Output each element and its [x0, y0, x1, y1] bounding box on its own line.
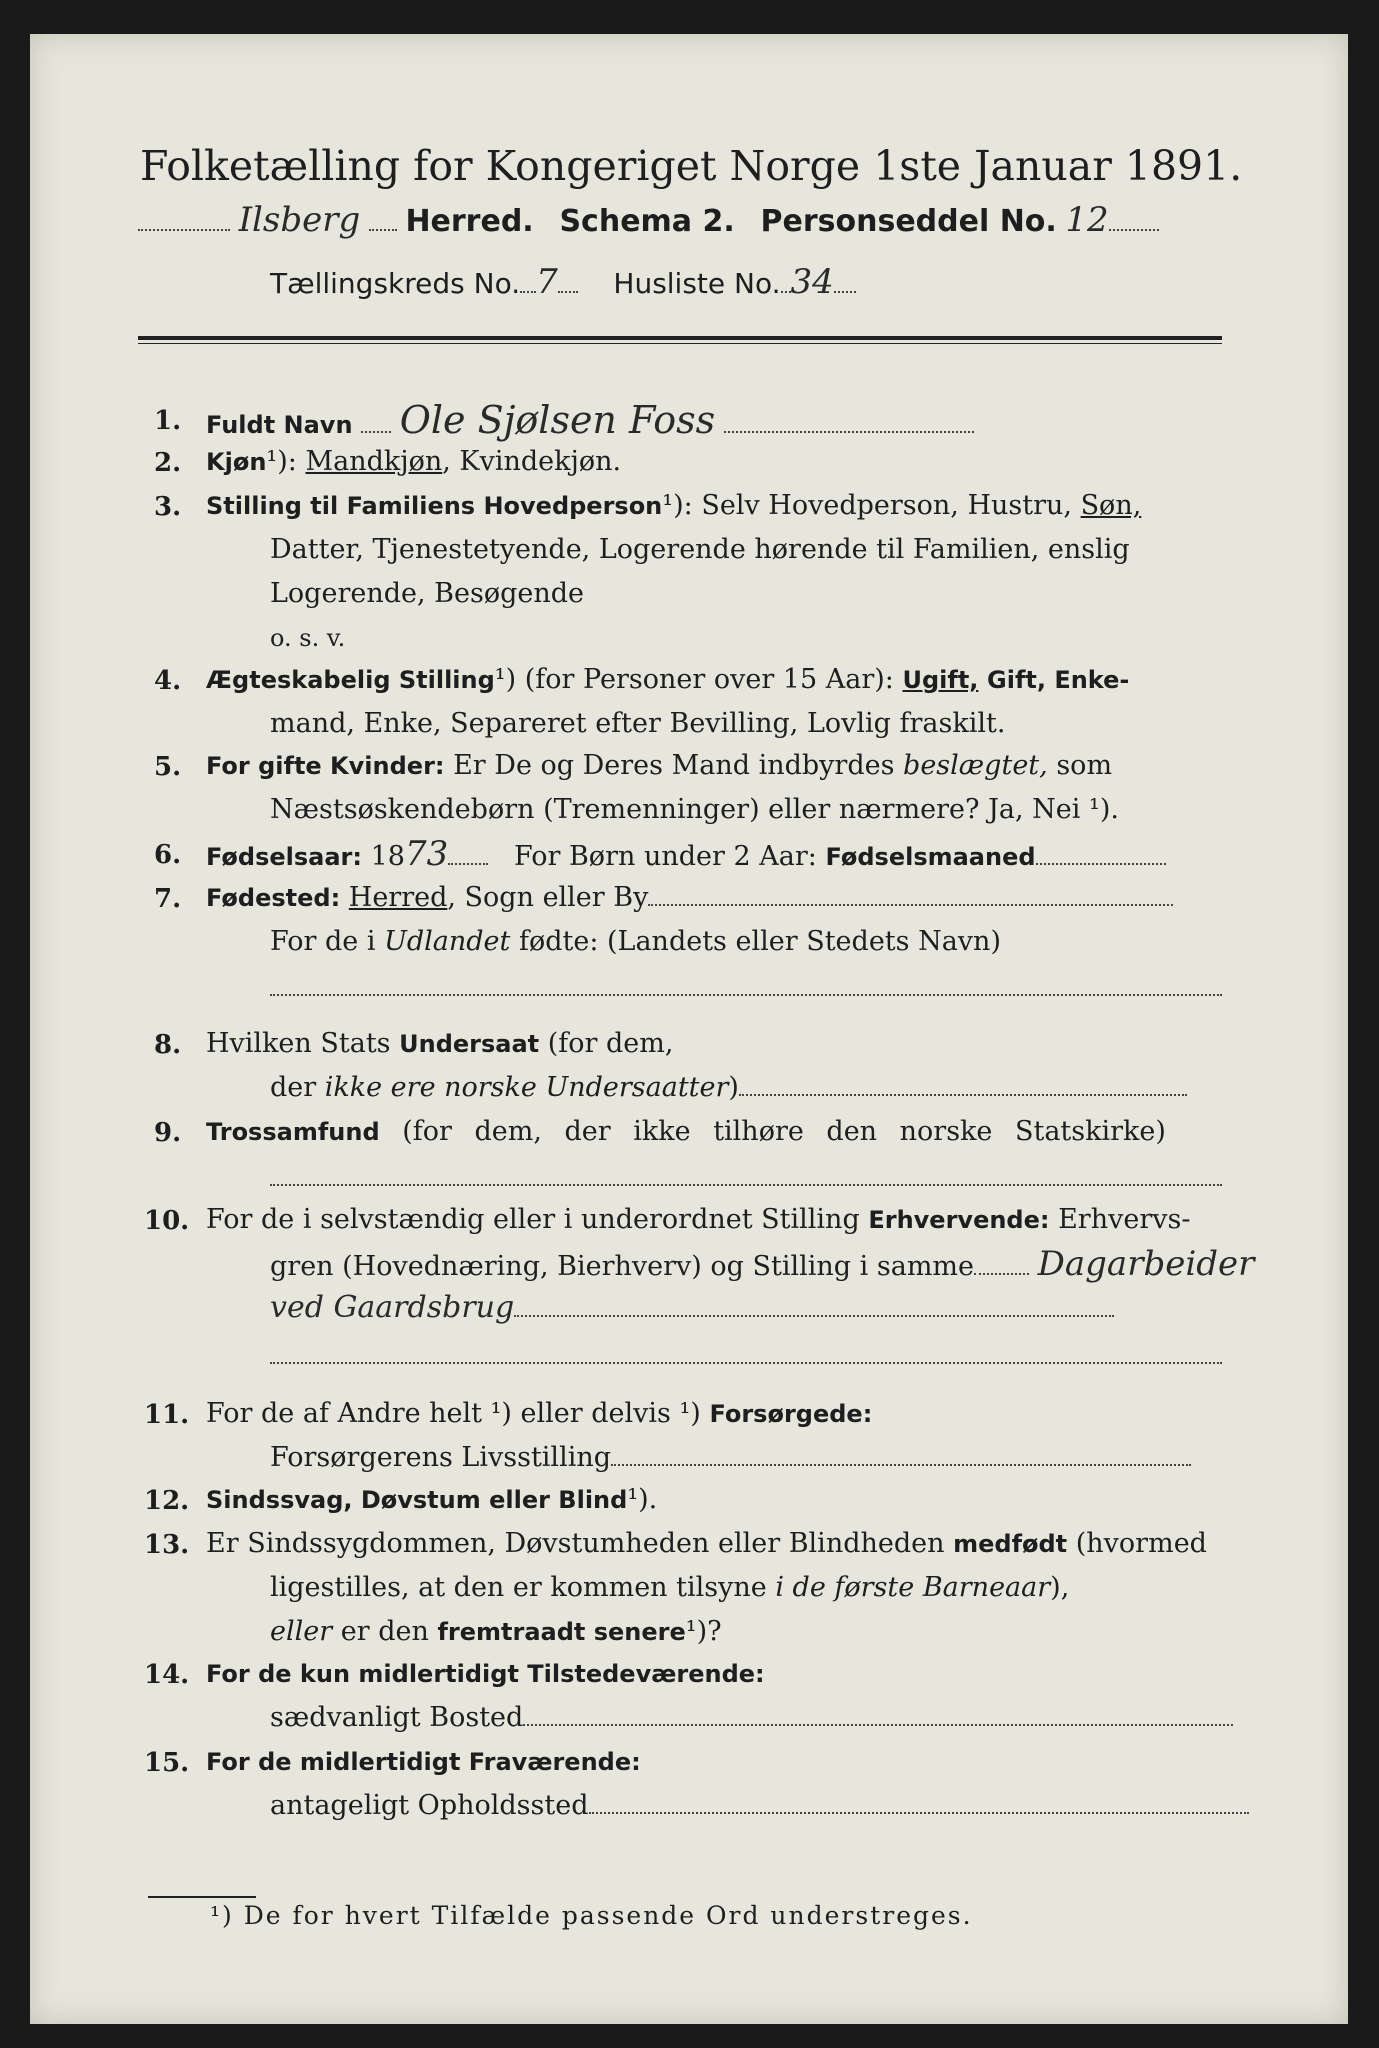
q3-label: Stilling til Familiens Hovedperson [206, 492, 663, 520]
kreds-value: 7 [536, 262, 558, 302]
q5-line2: Næstsøskendebørn (Tremenninger) eller nærmere? Ja, Nei ¹). [270, 794, 1119, 825]
q13-line3: eller er den fremtraadt senere¹)? [270, 1616, 722, 1647]
q5-label: For gifte Kvinder: [206, 752, 445, 780]
q15-label: For de midlertidigt Fraværende: [206, 1748, 641, 1776]
q7-herred: Herred [348, 882, 448, 913]
q14-line1 [206, 1658, 765, 1690]
q8-label: Undersaat [399, 1030, 540, 1058]
q11-number: 11. [144, 1400, 190, 1430]
q4-number: 4. [154, 666, 182, 696]
q11-label: Forsørgede: [709, 1400, 873, 1428]
q15-line1 [206, 1746, 641, 1778]
q7-label: Fødested: [206, 884, 341, 912]
q1-value: Ole Sjølsen Foss [399, 398, 716, 442]
q14-number: 14. [144, 1660, 190, 1690]
husliste-value: 34 [790, 262, 834, 302]
q3-line3: Logerende, Besøgende [270, 578, 584, 609]
q5-number: 5. [154, 752, 182, 782]
q11-line2: Forsørgerens Livsstilling [270, 1442, 1191, 1474]
q9-label: Trossamfund [206, 1118, 380, 1146]
q3-number: 3. [154, 492, 182, 522]
q13-number: 13. [144, 1530, 190, 1560]
footnote: ¹) De for hvert Tilfælde passende Ord understreges. [210, 1901, 973, 1930]
q4-line2: mand, Enke, Separeret efter Bevilling, Lovlig fraskilt. [270, 708, 1006, 739]
q2-label: Kjøn [206, 448, 267, 476]
q6-line: Fødselsaar: 1873 For Børn under 2 Aar: Fødselsmaaned [206, 838, 1166, 873]
q9-line2 [270, 1162, 1222, 1194]
q8-line1: Hvilken Stats Undersaat (for dem, [206, 1028, 674, 1059]
q3-line4: o. s. v. [270, 624, 346, 652]
q6-number: 6. [154, 840, 182, 870]
header-rule [138, 336, 1222, 340]
q13-label: medfødt [953, 1530, 1068, 1558]
q4-label: Ægteskabelig Stilling [206, 666, 495, 694]
q10-label: Erhvervende: [868, 1206, 1050, 1234]
q7-line3 [270, 972, 1222, 1004]
herred-label: Herred. [405, 204, 534, 239]
q9-line1: Trossamfund (for dem, der ikke tilhøre den norske Statskirke) [206, 1116, 1166, 1147]
q2-line: Kjøn¹): Mandkjøn, Kvindekjøn. [206, 446, 622, 477]
q7-line1: Fødested: Herred, Sogn eller By [206, 882, 1173, 914]
herred-line [138, 200, 1159, 240]
q11-line1: For de af Andre helt ¹) eller delvis ¹) Forsørgede: [206, 1398, 873, 1429]
q10-line1: For de i selvstændig eller i underordnet Stilling Erhvervende: Erhvervs- [206, 1204, 1191, 1235]
q10-line2: gren (Hovednæring, Bierhverv) og Stilling i samme Dagarbeider [270, 1244, 1255, 1284]
q14-line2: sædvanligt Bosted [270, 1702, 1233, 1734]
q3-son: Søn, [1080, 490, 1142, 521]
personseddel-label: Personseddel No. [760, 204, 1057, 239]
header-rule-thin [138, 343, 1222, 344]
kreds-label: Tællingskreds No. [270, 267, 521, 300]
husliste-label: Husliste No. [613, 267, 781, 300]
q5-line1: For gifte Kvinder: Er De og Deres Mand indbyrdes beslægtet, som [206, 750, 1113, 781]
schema-label: Schema 2. [559, 204, 735, 239]
q7-line2: For de i Udlandet fødte: (Landets eller Stedets Navn) [270, 926, 1001, 957]
q10-number: 10. [144, 1206, 190, 1236]
q12-number: 12. [144, 1486, 190, 1516]
q8-line2: der ikke ere norske Undersaatter) [270, 1072, 1187, 1104]
kreds-line [270, 262, 856, 302]
q2-mandkjon: Mandkjøn [305, 446, 443, 477]
q15-number: 15. [144, 1748, 190, 1778]
q12-label: Sindssvag, Døvstum eller Blind [206, 1486, 628, 1514]
q8-number: 8. [154, 1030, 182, 1060]
q1-label: Fuldt Navn [206, 411, 353, 439]
q1-number: 1. [154, 406, 182, 436]
herred-value: Ilsberg [238, 200, 361, 240]
q9-number: 9. [154, 1118, 182, 1148]
q7-number: 7. [154, 884, 182, 914]
census-form-sheet [30, 34, 1348, 2024]
q13-line2: ligestilles, at den er kommen tilsyne i de første Barneaar), [270, 1572, 1070, 1603]
q3-line1: Stilling til Familiens Hovedperson¹): Selv Hovedperson, Hustru, Søn, [206, 490, 1142, 521]
q4-line1: Ægteskabelig Stilling¹) (for Personer over 15 Aar): Ugift, Gift, Enke- [206, 664, 1130, 695]
q10-value2: ved Gaardsbrug [270, 1290, 515, 1325]
q13-line1: Er Sindssygdommen, Døvstumheden eller Blindheden medfødt (hvormed [206, 1528, 1207, 1559]
q4-ugift: Ugift, [902, 666, 979, 694]
q10-line3 [270, 1292, 1114, 1325]
q14-label: For de kun midlertidigt Tilstedeværende: [206, 1660, 765, 1688]
footnote-rule [148, 1896, 256, 1898]
q3-line2: Datter, Tjenestetyende, Logerende hørende til Familien, enslig [270, 534, 1130, 565]
personseddel-value: 12 [1065, 200, 1109, 240]
q1-line [206, 398, 974, 442]
q6-value: 73 [404, 834, 449, 874]
q15-line2: antageligt Opholdssted [270, 1790, 1249, 1822]
q6-label: Fødselsaar: [206, 843, 362, 871]
q10-value1: Dagarbeider [1037, 1244, 1255, 1284]
form-title: Folketælling for Kongeriget Norge 1ste Januar 1891. [140, 142, 1243, 190]
q10-line4 [270, 1340, 1222, 1372]
q2-number: 2. [154, 448, 182, 478]
q12-line: Sindssvag, Døvstum eller Blind¹). [206, 1484, 658, 1515]
